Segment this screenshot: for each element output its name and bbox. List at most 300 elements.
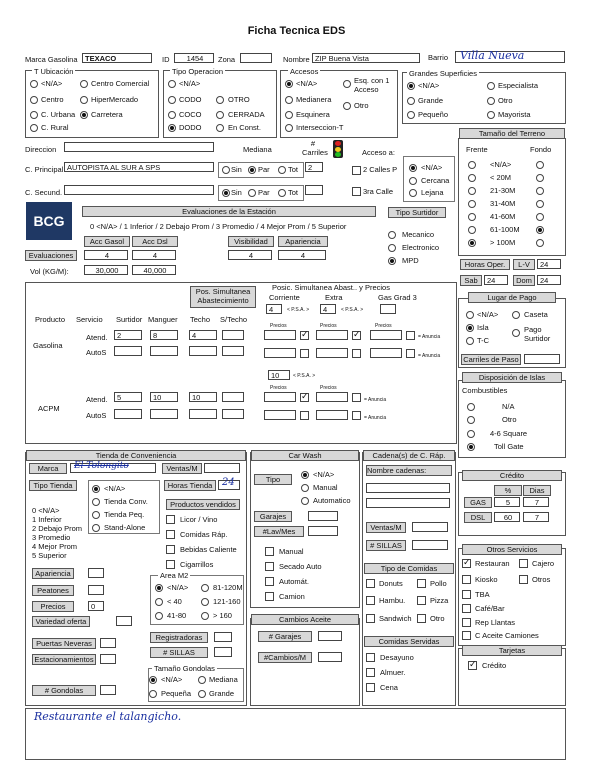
acpm-anuncia-4[interactable] <box>352 411 361 420</box>
sandwich-checkbox[interactable] <box>366 614 375 623</box>
oper-codo-label: CODO <box>179 95 202 104</box>
cigarrillos-label: Cigarrillos <box>180 560 214 569</box>
credito-gas-pct[interactable]: 5 <box>494 497 520 507</box>
acc-medianera-label: Medianera <box>296 95 332 104</box>
terreno-fondo-radio[interactable] <box>536 187 544 195</box>
princ-par-radio[interactable] <box>248 166 256 174</box>
islas-otro-label: Otro <box>502 415 517 424</box>
pizza-checkbox[interactable] <box>417 596 426 605</box>
acpm-stecho-field[interactable] <box>222 392 244 402</box>
oper-const-label: En Const. <box>228 123 261 132</box>
direccion-label: Direccion <box>25 145 57 154</box>
acpm-precio-3[interactable] <box>264 410 296 420</box>
terreno-fondo-label: Fondo <box>530 145 552 154</box>
gas-anuncia-corr-checkbox[interactable] <box>300 331 309 340</box>
terreno-fondo-radio[interactable] <box>536 200 544 208</box>
credito-pct-header: % <box>494 485 522 496</box>
gas-grad-label: Gas Grad 3 <box>378 293 417 302</box>
acpm-autos-mang[interactable] <box>150 409 178 419</box>
princ-tot-radio[interactable] <box>278 166 286 174</box>
terreno-fondo-radio[interactable] <box>536 226 544 234</box>
cw-na-label: <N/A> <box>313 470 335 479</box>
acpm-autos-label: AutoS <box>86 411 107 420</box>
kiosko-checkbox[interactable] <box>462 575 471 584</box>
gondolas-mediana-radio[interactable] <box>198 676 206 684</box>
corriente-label: Corriente <box>269 293 300 302</box>
area-160-label: > 160 <box>213 611 232 620</box>
accesos-title: Accesos <box>290 67 319 76</box>
terreno-fondo-radio[interactable] <box>536 161 544 169</box>
cw-manual-label: Manual <box>313 483 338 492</box>
gondolas-na-label: <N/A> <box>161 675 183 684</box>
acpm-techo-field[interactable]: 10 <box>189 392 217 402</box>
acpm-anuncia-2-checkbox[interactable] <box>352 393 361 402</box>
cadena-nombre-2[interactable] <box>366 498 450 508</box>
marca-gasolina-field[interactable]: TEXACO <box>82 53 152 63</box>
carriles-paso-label: Carriles de Paso <box>461 354 521 365</box>
sup-mayorista-radio[interactable] <box>487 111 495 119</box>
c-secund-label: C. Secund. <box>25 188 63 197</box>
credito-gas-label: GAS <box>464 497 492 508</box>
cadena-ventas-field[interactable] <box>412 522 448 532</box>
cw-manual-radio[interactable] <box>301 484 309 492</box>
ubic-hiper-label: HiperMercado <box>91 95 139 104</box>
cw-garajes-field[interactable] <box>308 511 338 521</box>
surt-mpd-radio[interactable] <box>388 257 396 265</box>
oper-cerrada-radio[interactable] <box>216 111 224 119</box>
acceso-lejana-radio[interactable] <box>409 189 417 197</box>
restauran-checkbox[interactable] <box>462 559 471 568</box>
acc-gasol-field[interactable]: 4 <box>84 250 128 260</box>
cajero-checkbox[interactable] <box>519 559 528 568</box>
tipo-tienda-label: Tipo Tienda <box>29 480 77 491</box>
princ-par-label: Par <box>258 165 270 174</box>
gas-surtidor-field[interactable]: 2 <box>114 330 142 340</box>
acc-otro-label: Otro <box>354 101 369 110</box>
area-40-label: < 40 <box>167 597 182 606</box>
aceite-garajes-field[interactable] <box>318 631 342 641</box>
producto-header: Producto <box>35 315 66 324</box>
scale-1: 1 Inferior <box>32 515 62 524</box>
ubicacion-title: T Ubicación <box>34 67 74 76</box>
neveras-field[interactable] <box>100 638 116 648</box>
sup-pequeno-radio[interactable] <box>407 111 415 119</box>
registr-field[interactable] <box>214 632 232 642</box>
extra-pos-field[interactable]: 4 <box>320 304 336 314</box>
dos-calles-label: 2 Calles P <box>363 165 398 174</box>
terreno-frente-radio[interactable] <box>468 187 476 195</box>
islas-otro-radio[interactable] <box>467 416 475 424</box>
ubic-na-label: <N/A> <box>41 79 63 88</box>
cadena-nombre-label: Nombre cadenas: <box>366 465 452 476</box>
cadena-sillas-label: # SILLAS <box>366 540 406 551</box>
terreno-row-label: < 20M <box>490 173 512 182</box>
sec-par-radio[interactable] <box>248 189 256 197</box>
cafe-checkbox[interactable] <box>462 604 471 613</box>
c-principal-field[interactable]: AUTOPISTA AL SUR A SPS <box>64 162 214 172</box>
credito-dsl-pct[interactable]: 60 <box>494 512 520 522</box>
oper-na-label: <N/A> <box>179 79 201 88</box>
servicios-title: Otros Servicios <box>462 544 562 555</box>
ubic-carretera-radio[interactable] <box>80 111 88 119</box>
hambu-label: Hambu. <box>379 596 406 605</box>
sup-grande-label: Grande <box>418 96 444 105</box>
terreno-fondo-radio[interactable] <box>536 174 544 182</box>
ubic-cc-radio[interactable] <box>80 80 88 88</box>
licor-checkbox[interactable] <box>166 515 175 524</box>
terreno-fondo-radio[interactable] <box>536 239 544 247</box>
corriente-pos-field[interactable]: 4 <box>266 304 282 314</box>
terreno-frente-radio[interactable] <box>468 200 476 208</box>
acc-na-radio[interactable] <box>285 80 293 88</box>
islas-tollgate-radio[interactable] <box>467 443 475 451</box>
evaluaciones-scale: 0 <N/A> / 1 Inferior / 2 Debajo Prom / 3 Promedio / 4 Mejor Prom / 5 Superior <box>90 222 347 231</box>
gas-precio-corr-2[interactable] <box>264 348 296 358</box>
tienda-na-radio[interactable] <box>92 485 100 493</box>
gasgrad-pos-field[interactable] <box>380 304 396 314</box>
tienda-stand-label: Stand-Alone <box>104 523 146 532</box>
operacion-title: Tipo Operacion <box>172 67 223 76</box>
cigarrillos-checkbox[interactable] <box>166 560 175 569</box>
terreno-title: Tamaño del Terreno <box>459 128 565 139</box>
cw-na-radio[interactable] <box>301 471 309 479</box>
oper-otro-radio[interactable] <box>216 96 224 104</box>
scale-4: 4 Mejor Prom <box>32 542 78 551</box>
acceso-cercana-radio[interactable] <box>409 177 417 185</box>
otro-comida-label: Otro <box>430 614 445 623</box>
horas-oper-label: Horas Oper. <box>460 259 510 270</box>
otros-servicio-checkbox[interactable] <box>519 575 528 584</box>
acpm-surtidor-field[interactable]: 5 <box>114 392 142 402</box>
pago-na-label: <N/A> <box>477 310 499 319</box>
surt-electronico-label: Electronico <box>402 243 440 252</box>
gasolina-label: Gasolina <box>33 341 63 350</box>
sup-grande-radio[interactable] <box>407 97 415 105</box>
gas-precio-corr[interactable] <box>264 330 296 340</box>
ubic-na-radio[interactable] <box>30 80 38 88</box>
gas-precio-grad-2[interactable] <box>370 348 402 358</box>
gas-autos-surt[interactable] <box>114 346 142 356</box>
acpm-precio-2[interactable] <box>316 392 348 402</box>
acceso-lejana-label: Lejana <box>421 188 444 197</box>
vol-label: Vol (KG/M): <box>30 267 69 276</box>
credito-tarjeta-label: Crédito <box>482 661 507 670</box>
islas-square-radio[interactable] <box>467 430 475 438</box>
bebidas-checkbox[interactable] <box>166 545 175 554</box>
precios-field[interactable]: 0 <box>88 601 104 611</box>
credito-dsl-label: DSL <box>464 512 492 523</box>
cadena-sillas-field[interactable] <box>412 540 448 550</box>
gas-precio-grad[interactable] <box>370 330 402 340</box>
horas-lv-field[interactable]: 24 <box>537 259 561 269</box>
pago-isla-label: Isla <box>477 323 489 332</box>
gas-precio-extra-2[interactable] <box>316 348 348 358</box>
apariencia-tienda-field[interactable] <box>88 568 104 578</box>
estac-field[interactable] <box>100 654 116 664</box>
hambu-checkbox[interactable] <box>366 596 375 605</box>
tienda-sillas-field[interactable] <box>214 647 232 657</box>
c-secund-field[interactable] <box>64 185 214 195</box>
islas-square-label: 4-6 Square <box>490 429 528 438</box>
carriles-principal-field[interactable]: 2 <box>305 162 323 172</box>
acc-interseccion-radio[interactable] <box>285 124 293 132</box>
gas-atend-label: Atend. <box>86 333 108 342</box>
acc-dsl-field[interactable]: 4 <box>132 250 176 260</box>
area-title: Area M2 <box>160 571 189 580</box>
id-field[interactable]: 1454 <box>174 53 214 63</box>
visibilidad-field[interactable]: 4 <box>228 250 272 260</box>
tienda-stand-radio[interactable] <box>92 524 100 532</box>
cw-auto-radio[interactable] <box>301 497 309 505</box>
cw-camion-checkbox[interactable] <box>265 592 274 601</box>
princ-tot-label: Tot <box>288 165 299 174</box>
num-gondolas-field[interactable] <box>100 685 116 695</box>
acc-esquinera-label: Esquinera <box>296 110 330 119</box>
horas-dom-label: Dom <box>513 275 535 286</box>
acc-esq1-radio[interactable] <box>343 80 351 88</box>
cw-lav-field[interactable] <box>308 526 338 536</box>
variedad-label: Variedad oferta <box>32 616 90 627</box>
sec-sin-radio[interactable] <box>222 189 230 197</box>
terreno-row-label: <N/A> <box>490 160 512 169</box>
credito-dsl-dias[interactable]: 7 <box>523 512 549 522</box>
terreno-frente-radio[interactable] <box>468 174 476 182</box>
tienda-sillas-label: # SILLAS <box>150 647 208 658</box>
llantas-label: Rep Llantas <box>475 618 516 627</box>
llantas-checkbox[interactable] <box>462 618 471 627</box>
islas-title: Disposición de Islas <box>462 372 562 383</box>
credito-tarjeta-checkbox[interactable] <box>468 661 477 670</box>
acpm-anuncia-3[interactable] <box>300 411 309 420</box>
area-81-radio[interactable] <box>201 584 209 592</box>
gas-autos-stecho[interactable] <box>222 346 244 356</box>
sec-tot-label: Tot <box>288 188 299 197</box>
gas-autos-techo[interactable] <box>189 346 217 356</box>
peatones-label: Peatones <box>32 585 74 596</box>
desayuno-checkbox[interactable] <box>366 653 375 662</box>
sec-tot-radio[interactable] <box>278 189 286 197</box>
cw-secado-checkbox[interactable] <box>265 562 274 571</box>
gas-anuncia-corr-2[interactable] <box>300 349 309 358</box>
ubic-rural-radio[interactable] <box>30 124 38 132</box>
almuer-checkbox[interactable] <box>366 668 375 677</box>
area-na-label: <N/A> <box>167 583 189 592</box>
oper-const-radio[interactable] <box>216 124 224 132</box>
marca-gasolina-label: Marca Gasolina <box>25 55 78 64</box>
carriles-paso-field[interactable] <box>524 354 560 364</box>
acpm-psa-label: < P.S.A. > <box>293 373 316 379</box>
ubic-urbana-radio[interactable] <box>30 111 38 119</box>
cw-automat-checkbox[interactable] <box>265 577 274 586</box>
acc-medianera-radio[interactable] <box>285 96 293 104</box>
ubic-rural-label: C. Rural <box>41 123 69 132</box>
horas-dom-field[interactable]: 24 <box>537 275 561 285</box>
c-principal-label: C. Principal <box>25 165 64 174</box>
posic-sim-label: Posic. Simultanea Abast.. y Precios <box>272 283 390 292</box>
surt-mecanico-radio[interactable] <box>388 231 396 239</box>
gondolas-na-radio[interactable] <box>149 676 157 684</box>
oper-na-radio[interactable] <box>168 80 176 88</box>
apariencia-field[interactable]: 4 <box>278 250 326 260</box>
pago-tc-radio[interactable] <box>466 337 474 345</box>
aceite-cambios-field[interactable] <box>318 652 342 662</box>
tienda-conv-radio[interactable] <box>92 498 100 506</box>
s-techo-header: S/Techo <box>220 315 248 324</box>
carwash-tipo-label: Tipo <box>254 474 292 485</box>
acpm-pos-field[interactable]: 10 <box>268 370 290 380</box>
area-160-radio[interactable] <box>201 612 209 620</box>
gas-manguer-field[interactable]: 8 <box>150 330 178 340</box>
gas-anuncia-extra-checkbox[interactable] <box>352 331 361 340</box>
servicio-header: Servicio <box>76 315 103 324</box>
gas-anuncia-grad-checkbox[interactable] <box>406 331 415 340</box>
vol-gasol-field[interactable]: 30,000 <box>84 265 128 275</box>
cadena-nombre-1[interactable] <box>366 483 450 493</box>
surt-electronico-radio[interactable] <box>388 244 396 252</box>
techo-header: Techo <box>190 315 211 324</box>
tienda-peq-label: Tienda Peq. <box>104 510 145 519</box>
cafe-label: Café/Bar <box>475 604 505 613</box>
tienda-ventas-field[interactable] <box>204 463 240 473</box>
comidas-checkbox[interactable] <box>166 530 175 539</box>
islas-na-radio[interactable] <box>467 403 475 411</box>
acpm-manguer-field[interactable]: 10 <box>150 392 178 402</box>
num-gondolas-label: # Gondolas <box>32 685 96 696</box>
oper-codo-radio[interactable] <box>168 96 176 104</box>
cajero-label: Cajero <box>532 559 555 568</box>
sup-na-radio[interactable] <box>407 82 415 90</box>
gas-autos-mang[interactable] <box>150 346 178 356</box>
sup-especialista-radio[interactable] <box>487 82 495 90</box>
pago-isla-radio[interactable] <box>466 324 474 332</box>
tienda-peq-radio[interactable] <box>92 511 100 519</box>
psa-label-2: < P.S.A. > <box>341 307 364 313</box>
area-41-label: 41-80 <box>167 611 187 620</box>
tba-checkbox[interactable] <box>462 590 471 599</box>
terreno-frente-radio[interactable] <box>468 226 476 234</box>
apariencia-header: Apariencia <box>278 236 328 247</box>
area-na-radio[interactable] <box>155 584 163 592</box>
surtidor-header: Surtidor <box>116 315 143 324</box>
acc-esquinera-radio[interactable] <box>285 111 293 119</box>
acc-gasol-header: Acc Gasol <box>84 236 130 247</box>
peatones-field[interactable] <box>88 585 104 595</box>
terreno-fondo-radio[interactable] <box>536 213 544 221</box>
otro-comida-checkbox[interactable] <box>417 614 426 623</box>
oper-dodo-radio[interactable] <box>168 124 176 132</box>
precios-label: Precios <box>32 601 74 612</box>
sup-otro-radio[interactable] <box>487 97 495 105</box>
terreno-row-label: 21-30M <box>490 186 516 195</box>
terreno-frente-radio[interactable] <box>468 161 476 169</box>
variedad-field[interactable] <box>116 616 132 626</box>
tres-calle-checkbox[interactable] <box>352 187 361 196</box>
acc-otro-radio[interactable] <box>343 102 351 110</box>
donuts-checkbox[interactable] <box>366 579 375 588</box>
acc-dsl-header: Acc Dsl <box>132 236 178 247</box>
princ-sin-radio[interactable] <box>222 166 230 174</box>
pago-surtidor-label: Pago Surtidor <box>524 325 551 343</box>
gas-precio-extra[interactable] <box>316 330 348 340</box>
acpm-precio-1[interactable] <box>264 392 296 402</box>
cena-label: Cena <box>380 683 398 692</box>
cw-manual-chk-label: Manual <box>279 547 304 556</box>
acpm-anuncia-label-2: = Anuncia <box>364 415 387 421</box>
ubic-centro-radio[interactable] <box>30 96 38 104</box>
nombre-field[interactable]: ZIP Buena Vista <box>312 53 420 63</box>
acceso-cercana-label: Cercana <box>421 176 450 185</box>
gondolas-pequena-radio[interactable] <box>149 690 157 698</box>
terreno-row-label: > 100M <box>490 238 516 247</box>
area-121-radio[interactable] <box>201 598 209 606</box>
direccion-field[interactable] <box>64 142 214 152</box>
gas-stecho-field[interactable] <box>222 330 244 340</box>
horas-sab-field[interactable]: 24 <box>484 275 508 285</box>
tipo-comidas-title: Tipo de Comidas <box>364 563 454 574</box>
cw-manual-checkbox[interactable] <box>265 547 274 556</box>
acpm-anuncia-checkbox[interactable] <box>300 393 309 402</box>
area-41-radio[interactable] <box>155 612 163 620</box>
horas-lv-label: L-V <box>513 259 535 270</box>
carriles-secund-field[interactable] <box>305 185 323 195</box>
aceite-camiones-checkbox[interactable] <box>462 631 471 640</box>
terreno-frente-label: Frente <box>466 145 488 154</box>
gas-anuncia-grad-2[interactable] <box>406 349 415 358</box>
acpm-atend-label: Atend. <box>86 395 108 404</box>
cadena-title: Cadena(s) de C. Ráp. <box>363 450 455 461</box>
terreno-frente-radio[interactable] <box>468 213 476 221</box>
zona-field[interactable] <box>240 53 272 63</box>
ubic-hiper-radio[interactable] <box>80 96 88 104</box>
pago-na-radio[interactable] <box>466 311 474 319</box>
gondolas-grande-radio[interactable] <box>198 690 206 698</box>
vol-dsl-field[interactable]: 40,000 <box>132 265 176 275</box>
scale-0: 0 <N/A> <box>32 506 60 515</box>
tres-calle-label: 3ra Calle <box>363 187 394 196</box>
gas-anuncia-extra-2[interactable] <box>352 349 361 358</box>
area-81-label: 81-120M <box>213 583 243 592</box>
acpm-autos-surt[interactable] <box>114 409 142 419</box>
pollo-checkbox[interactable] <box>417 579 426 588</box>
pago-caseta-radio[interactable] <box>512 311 520 319</box>
terreno-row-label: 41-60M <box>490 212 516 221</box>
gas-techo-field[interactable]: 4 <box>189 330 217 340</box>
cadena-ventas-label: Ventas/M <box>366 522 406 533</box>
area-40-radio[interactable] <box>155 598 163 606</box>
acpm-anuncia-label: = Anuncia <box>364 397 387 403</box>
tarjetas-group <box>458 648 566 706</box>
oper-coco-label: COCO <box>179 110 202 119</box>
cena-checkbox[interactable] <box>366 683 375 692</box>
acpm-autos-techo[interactable] <box>189 409 217 419</box>
sup-na-label: <N/A> <box>418 81 440 90</box>
terreno-frente-radio[interactable] <box>468 239 476 247</box>
bebidas-label: Bebidas Caliente <box>180 545 237 554</box>
page-title: Ficha Tecnica EDS <box>247 25 346 37</box>
oper-coco-radio[interactable] <box>168 111 176 119</box>
productos-vendidos-title: Productos vendidos <box>166 499 240 510</box>
superficies-title: Grandes Superficies <box>409 69 477 78</box>
acceso-na-radio[interactable] <box>409 164 417 172</box>
sup-pequeno-label: Pequeño <box>418 110 449 119</box>
zona-label: Zona <box>218 55 236 64</box>
dos-calles-checkbox[interactable] <box>352 166 361 175</box>
tba-label: TBA <box>475 590 490 599</box>
acpm-precio-4[interactable] <box>316 410 348 420</box>
acpm-autos-stecho[interactable] <box>222 409 244 419</box>
pago-surtidor-radio[interactable] <box>512 329 520 337</box>
credito-gas-dias[interactable]: 7 <box>523 497 549 507</box>
